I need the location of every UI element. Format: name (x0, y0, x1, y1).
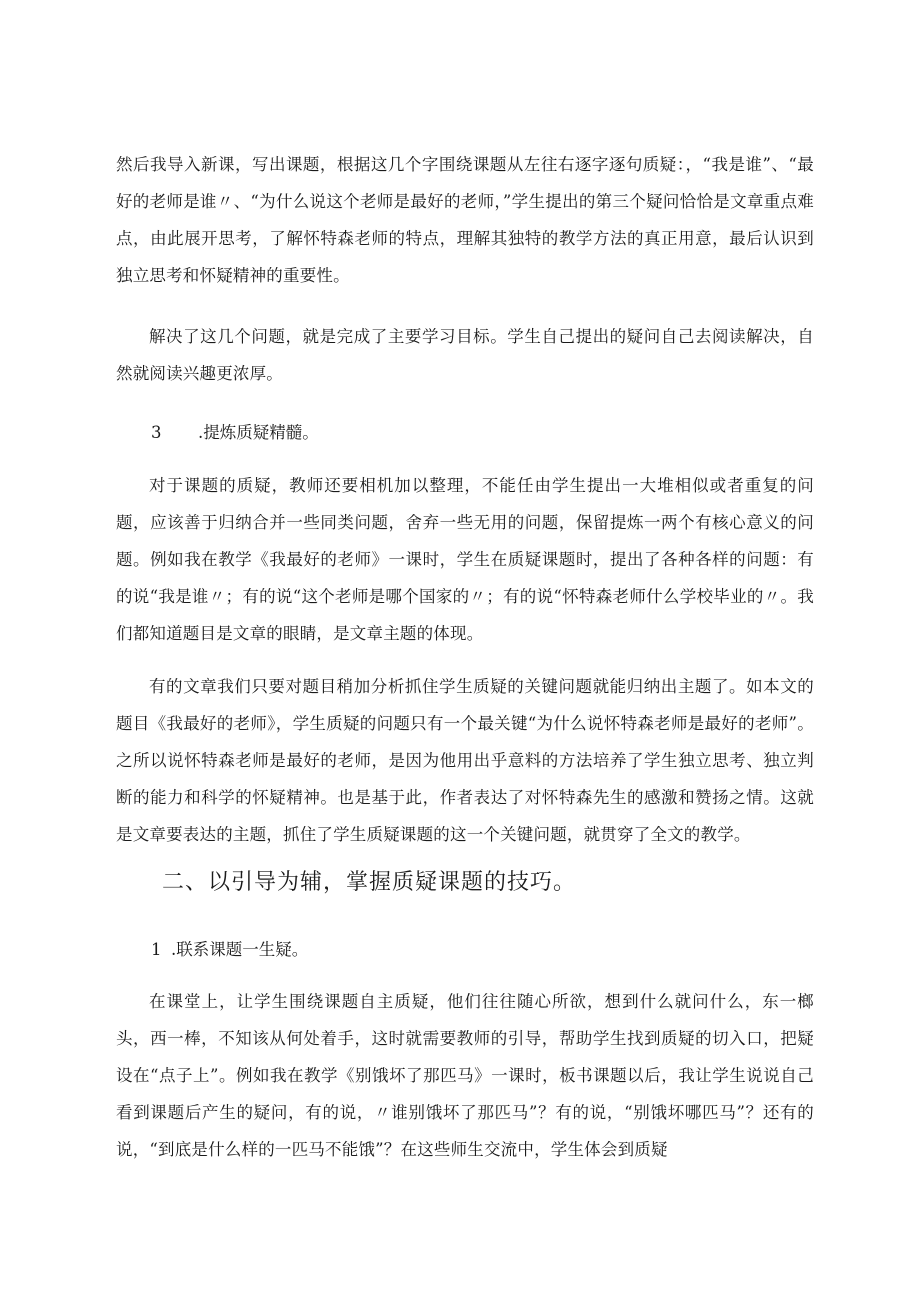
list-item-3 (151, 421, 319, 445)
list-item-text: .提炼质疑精髓。 (198, 423, 319, 442)
paragraph-solve-questions: 解决了这几个问题，就是完成了主要学习目标。学生自己提出的疑问自己去阅读解决，自然就阅读兴趣更浓厚。 (116, 327, 814, 383)
paragraph-intro-questions: 然后我导入新课，写出课题，根据这几个字围绕课题从左往右逐字逐句质疑：，“我是谁”、“最好的老师是谁〃、“为什么说这个老师是最好的老师，”学生提出的第三个疑问恰恰是文章重点难点，由此展开思考，了解怀特森老师的特点，理解其独特的教学方法的真正用意，最后认识到独立思考和怀疑精神的重要性。 (116, 155, 814, 285)
section-heading: 二、以引导为辅，掌握质疑课题的技巧。 (162, 870, 577, 895)
list-item-number: 3 (151, 423, 162, 442)
paragraph-theme-analysis: 有的文章我们只要对题目稍加分析抓住学生质疑的关键问题就能归纳出主题了。如本文的题目《我最好的老师》，学生质疑的问题只有一个最关键“为什么说怀特森老师是最好的老师”。之所以说怀特森老师是最好的老师，是因为他用出乎意料的方法培养了学生独立思考、独立判断的能力和科学的怀疑精神。也是基于此，作者表达了对怀特森先生的感激和赞扬之情。这就是文章要表达的主题，抓住了学生质疑课题的这一个关键问题，就贯穿了全文的教学。 (116, 677, 814, 844)
list-item-text: .联系课题一生疑。 (171, 940, 309, 959)
paragraph-guided-questions: 在课堂上，让学生围绕课题自主质疑，他们往往随心所欲，想到什么就问什么，东一榔头，西一棒，不知该从何处着手，这时就需要教师的引导，帮助学生找到质疑的切入口，把疑设在“点子上”。例如我在教学《别饿坏了那匹马》一课时，板书课题以后，我让学生说说自己看到课题后产生的疑问，有的说，〃谁别饿坏了那匹马”？有的说，“别饿坏哪匹马”？还有的说，“到底是什么样的一匹马不能饿”？在这些师生交流中，学生体会到质疑 (116, 992, 814, 1159)
paragraph-refine-questions: 对于课题的质疑，教师还要相机加以整理，不能任由学生提出一大堆相似或者重复的问题，应该善于归纳合并一些同类问题，舍弃一些无用的问题，保留提炼一两个有核心意义的问题。例如我在教学《我最好的老师》一课时，学生在质疑课题时，提出了各种各样的问题：有的说“我是谁〃；有的说“这个老师是哪个国家的〃；有的说“怀特森老师什么学校毕业的〃。我们都知道题目是文章的眼睛，是文章主题的体现。 (116, 476, 814, 643)
list-item-1 (151, 938, 308, 962)
list-item-number: 1 (151, 940, 162, 959)
